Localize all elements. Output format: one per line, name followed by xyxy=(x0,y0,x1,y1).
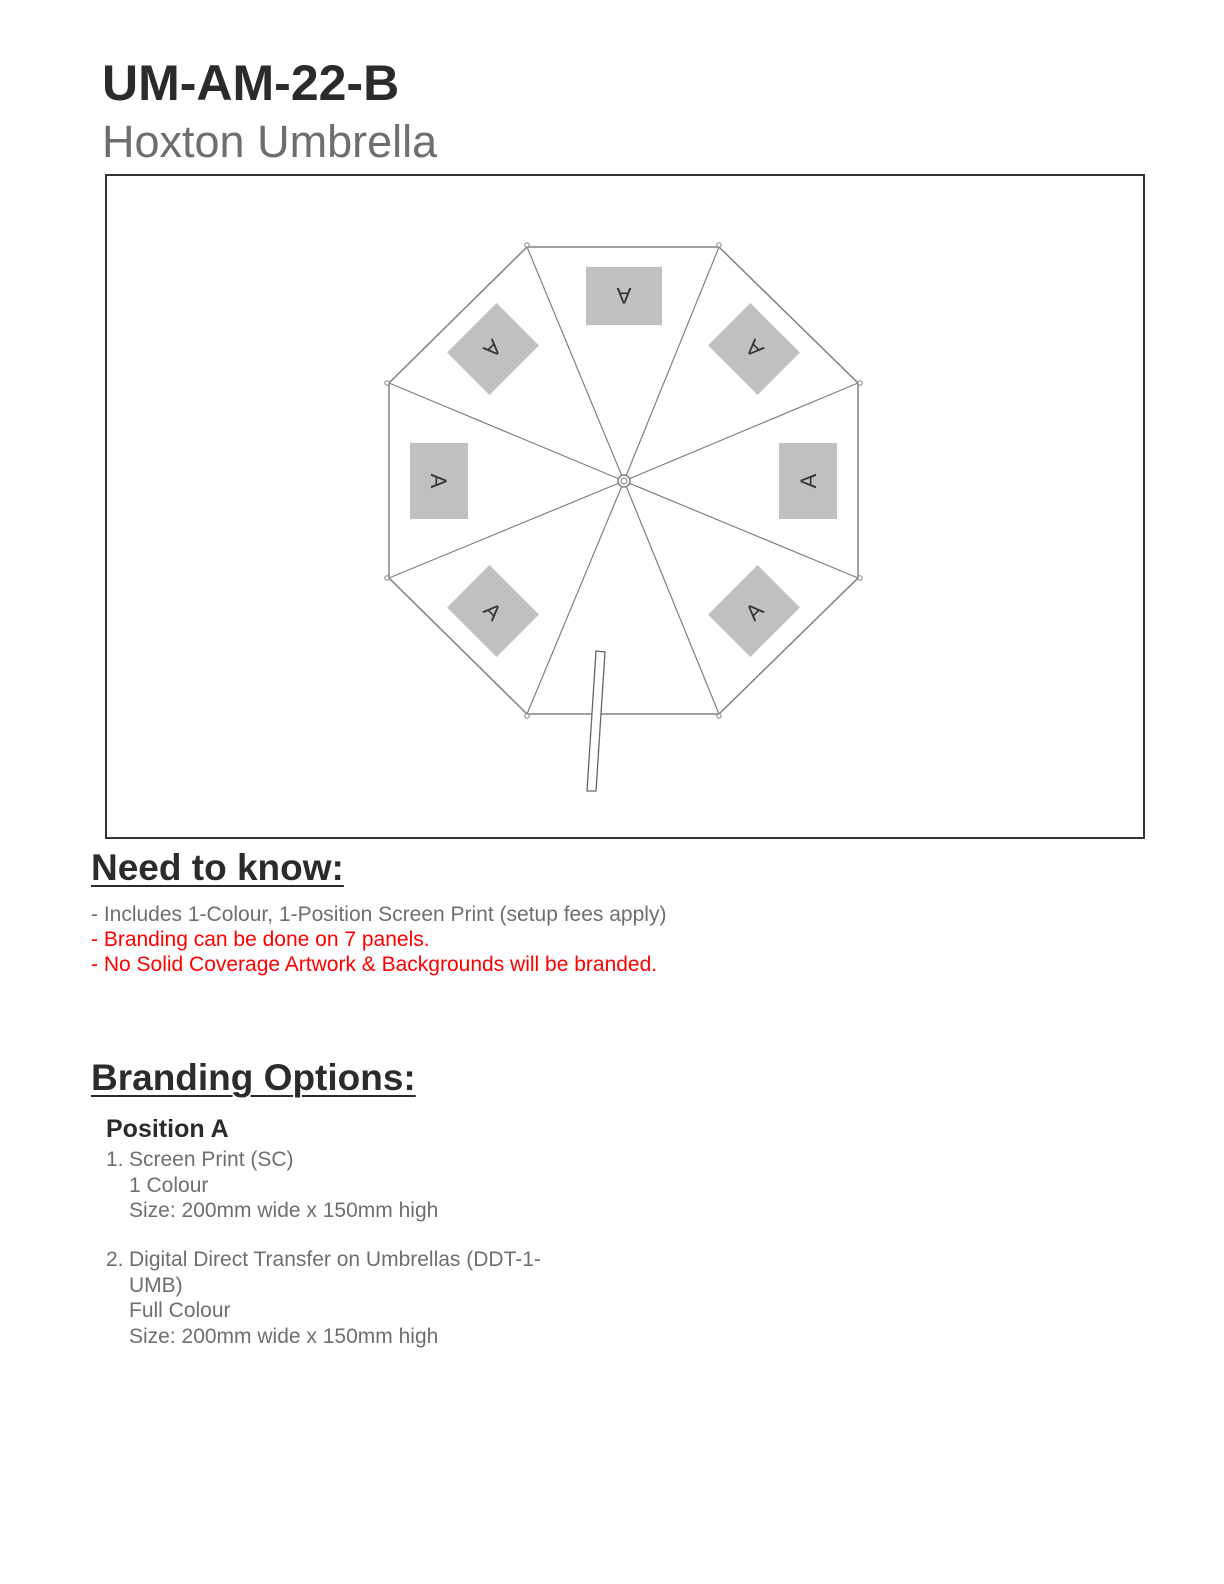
option-line: Size: 200mm wide x 150mm high xyxy=(129,1199,439,1222)
panel-label: A xyxy=(478,597,507,626)
option-number: 2. xyxy=(106,1248,124,1271)
option-line: Screen Print (SC) xyxy=(129,1148,294,1171)
option-line: 1 Colour xyxy=(129,1173,209,1197)
product-code: UM-AM-22-B xyxy=(102,55,400,111)
product-name: Hoxton Umbrella xyxy=(102,116,438,167)
branding-panel xyxy=(779,443,837,519)
need-to-know-notes xyxy=(91,902,666,977)
umbrella-diagram xyxy=(107,176,1143,837)
branding-panel xyxy=(586,267,662,325)
option-line: Full Colour xyxy=(129,1299,231,1322)
umbrella-drawing xyxy=(385,243,862,791)
option-line: Size: 200mm wide x 150mm high xyxy=(129,1324,439,1348)
position-title: Position A xyxy=(106,1115,229,1143)
branding-option xyxy=(106,1147,626,1224)
note-item: - Includes 1-Colour, 1-Position Screen Print (setup fees apply) xyxy=(91,903,667,926)
note-item: - No Solid Coverage Artwork & Backgrounds will be branded. xyxy=(91,953,658,976)
option-line: UMB) xyxy=(129,1273,183,1297)
note-item: - Branding can be done on 7 panels. xyxy=(91,928,430,951)
panel-label: A xyxy=(796,473,821,489)
branding-option xyxy=(106,1247,626,1349)
option-number: 1. xyxy=(106,1148,124,1171)
need-to-know-heading: Need to know: xyxy=(91,847,344,888)
panel-label: A xyxy=(740,334,769,363)
option-line: Digital Direct Transfer on Umbrellas (DDT-1- xyxy=(129,1248,541,1271)
panel-label: A xyxy=(740,597,769,626)
panel-label: A xyxy=(426,473,451,489)
branding-options-heading: Branding Options: xyxy=(91,1057,416,1098)
umbrella-diagram-frame xyxy=(105,174,1145,839)
panel-label: A xyxy=(478,334,507,363)
branding-panel xyxy=(410,443,468,519)
panel-label: A xyxy=(616,283,632,308)
